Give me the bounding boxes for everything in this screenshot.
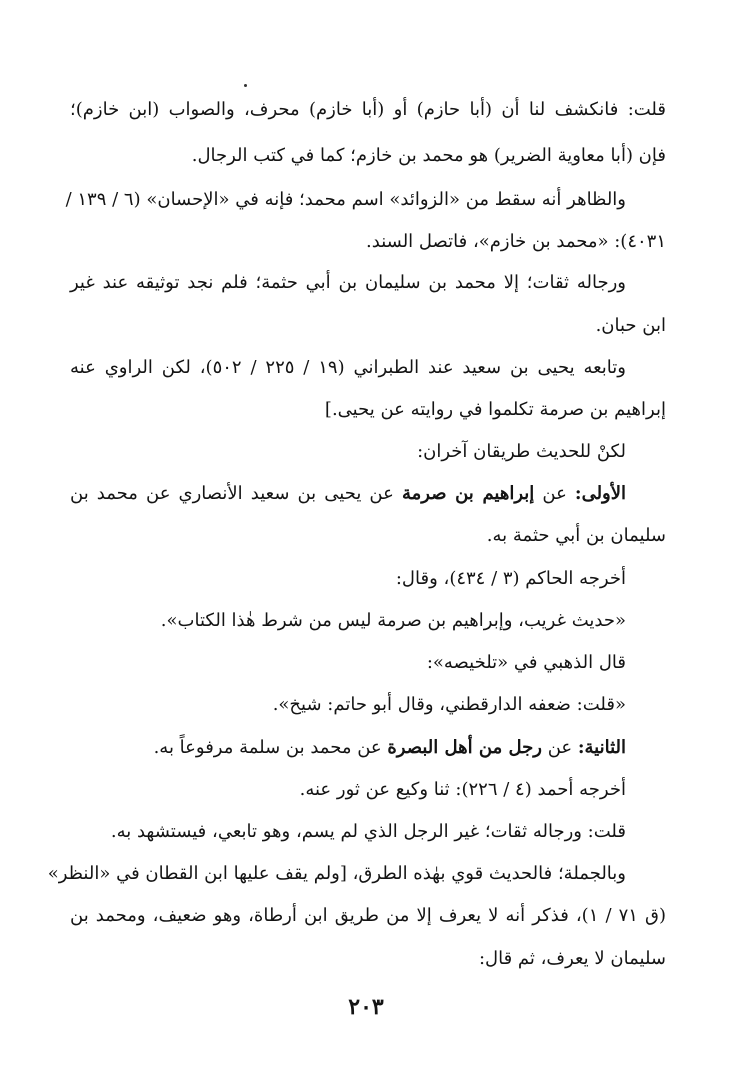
narrator-name: رجل من أهل البصرة <box>387 737 542 758</box>
item-lead: الثانية: <box>577 737 626 758</box>
text-line: (ق ٧١ / ١)، فذكر أنه لا يعرف إلا من طريق ابن أرطاة، وهو ضعيف، ومحمد بن <box>70 905 666 926</box>
text-line: فإن (أبا معاوية الضرير) هو محمد بن خازم؛ كما في كتب الرجال. <box>191 145 666 166</box>
text-line: ٤٠٣١): «محمد بن خازم»، فاتصل السند. <box>366 231 666 252</box>
text-line: ورجاله ثقات؛ إلا محمد بن سليمان بن أبي حثمة؛ فلم نجد توثيقه عند غير <box>70 272 626 293</box>
text-line: الثانية: عن رجل من أهل البصرة عن محمد بن سلمة مرفوعاً به. <box>153 737 626 758</box>
text-line: قال الذهبي في «تلخيصه»: <box>426 652 626 673</box>
text-line: سليمان بن أبي حثمة به. <box>486 525 666 546</box>
text-line: والظاهر أنه سقط من «الزوائد» اسم محمد؛ فإنه في «الإحسان» (٦ / ١٣٩ / <box>65 189 626 210</box>
item-lead: الأولى: <box>574 483 627 504</box>
text-line: الأولى: عن إبراهيم بن صرمة عن يحيى بن سعيد الأنصاري عن محمد بن <box>70 483 627 504</box>
text-line: إبراهيم بن صرمة تكلموا في روايته عن يحيى.] <box>324 399 666 420</box>
text-line: ابن حبان. <box>595 315 666 336</box>
text-line: لكنْ للحديث طريقان آخران: <box>417 441 626 462</box>
text-line: أخرجه الحاكم (٣ / ٤٣٤)، وقال: <box>395 568 626 589</box>
text-line: قلت: ورجاله ثقات؛ غير الرجل الذي لم يسم، وهو تابعي، فيستشهد به. <box>110 821 626 842</box>
text-line: وتابعه يحيى بن سعيد عند الطبراني (١٩ / ٢٢٥ / ٥٠٢)، لكن الراوي عنه <box>70 357 626 378</box>
text-line: أخرجه أحمد (٤ / ٢٢٦): ثنا وكيع عن ثور عنه. <box>299 779 626 800</box>
text-line: وبالجملة؛ فالحديث قوي بهٰذه الطرق، [ولم يقف عليها ابن القطان في «النظر» <box>47 863 626 884</box>
text-line: «حديث غريب، وإبراهيم بن صرمة ليس من شرط هٰذا الكتاب». <box>160 610 626 631</box>
ink-dot <box>244 84 247 87</box>
text-line: سليمان لا يعرف، ثم قال: <box>478 948 666 969</box>
narrator-name: إبراهيم بن صرمة <box>401 483 535 504</box>
text-line: قلت: فانكشف لنا أن (أبا حازم) أو (أبا خازم) محرف، والصواب (ابن خازم)؛ <box>70 99 666 120</box>
text-line: «قلت: ضعفه الدارقطني، وقال أبو حاتم: شيخ». <box>272 694 626 715</box>
page-number: ٢٠٣ <box>348 994 384 1020</box>
